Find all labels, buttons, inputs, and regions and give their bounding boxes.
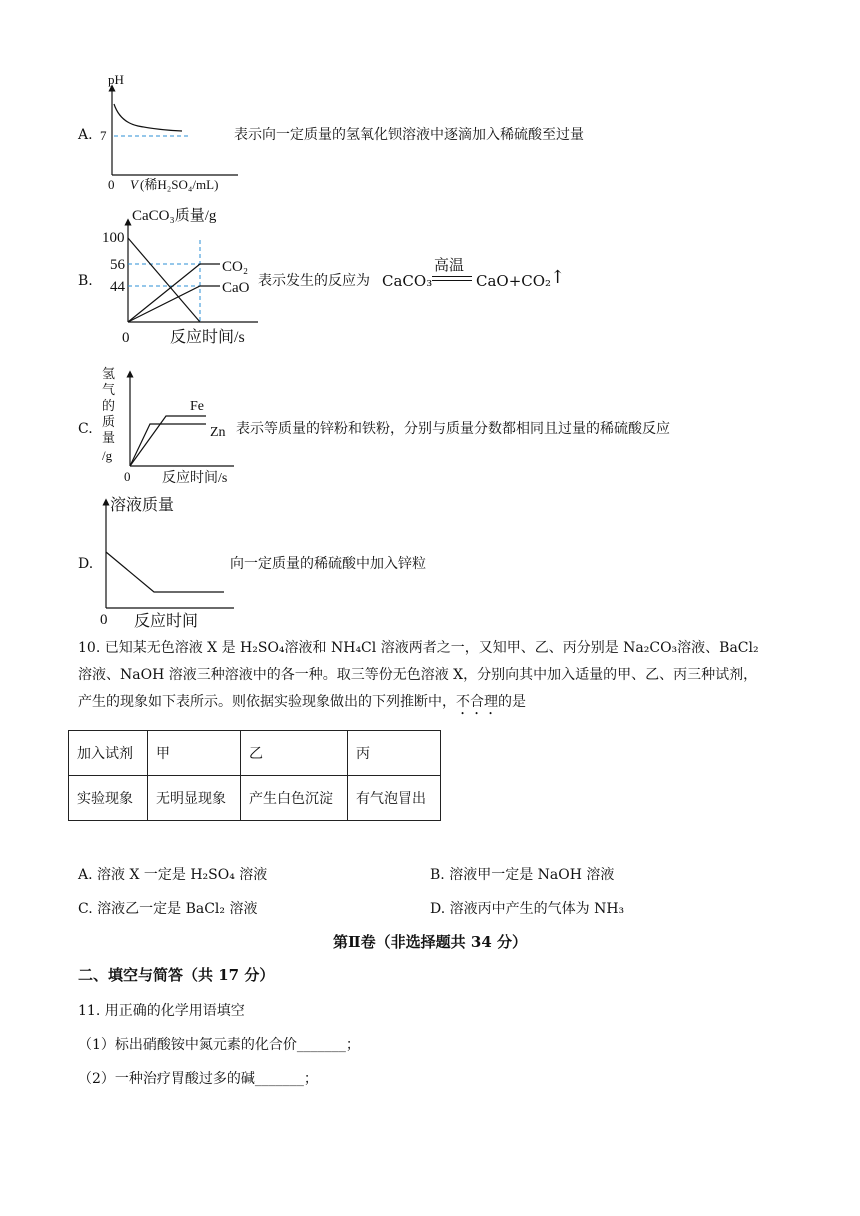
graph-d-ylabel: 溶液质量 <box>110 497 175 514</box>
graph-b-origin: 0 <box>122 330 130 346</box>
q11-stem: 11. 用正确的化学用语填空 <box>78 1003 245 1019</box>
observation-table <box>68 730 441 821</box>
table-row <box>69 776 441 821</box>
graph-c-series-zn: Zn <box>210 425 226 440</box>
q10-line-3-pre: 产生的现象如下表所示。则依据实验现象做出的下列推断中， <box>78 694 456 710</box>
option-a-desc: 表示向一定质量的氢氧化钡溶液中逐滴加入稀硫酸至过量 <box>234 127 584 143</box>
graph-a-ph <box>98 70 248 196</box>
table-cell: 实验现象 <box>69 776 148 821</box>
graph-c-ylabel-1: 氢 <box>102 366 116 381</box>
graph-a-ylabel: pH <box>108 72 124 87</box>
q10-option-a: A. 溶液 X 一定是 H₂SO₄ 溶液 <box>78 867 268 883</box>
option-d-desc: 向一定质量的稀硫酸中加入锌粒 <box>230 556 426 572</box>
table-cell: 加入试剂 <box>69 731 148 776</box>
q11-item-1: （1）标出硝酸铵中氮元素的化合价_______； <box>78 1037 360 1053</box>
part-title: 二、填空与简答（共 17 分） <box>78 966 275 984</box>
graph-c-ylabel-2: 气 <box>102 382 116 397</box>
graph-b-series-cao: CaO <box>222 280 250 296</box>
graph-b-ytick-44: 44 <box>110 279 125 295</box>
graph-a-curve <box>114 104 182 131</box>
option-b-desc <box>258 272 370 290</box>
reaction-equation <box>382 254 572 294</box>
q10-line-1: 10. 已知某无色溶液 X 是 H₂SO₄溶液和 NH₄Cl 溶液两者之一，又知甲、乙、丙分别是 Na₂CO₃溶液、BaCl₂ <box>78 640 759 656</box>
q10-stem <box>78 635 778 718</box>
graph-b-co2-line <box>128 264 220 322</box>
q10-option-c: C. 溶液乙一定是 BaCl₂ 溶液 <box>78 901 258 917</box>
section-title: 第Ⅱ卷（非选择题共 34 分） <box>333 933 527 951</box>
reaction-reactant: CaCO₃ <box>382 272 433 290</box>
q10-option-d: D. 溶液丙中产生的气体为 NH₃ <box>430 901 625 917</box>
graph-a-xlabel: (稀H₂SO₄/mL) <box>140 177 219 192</box>
option-a-letter: A. <box>78 127 93 143</box>
graph-b-caco3 <box>98 206 260 346</box>
q11-item-2: （2）一种治疗胃酸过多的碱_______； <box>78 1071 318 1087</box>
reaction-equals <box>432 276 472 281</box>
option-d-letter: D. <box>78 556 94 572</box>
table-cell: 有气泡冒出 <box>348 776 441 821</box>
graph-b-series-co2: CO₂ <box>222 259 249 275</box>
graph-c-ylabel-4: 质 <box>102 414 116 429</box>
q10-option-b: B. 溶液甲一定是 NaOH 溶液 <box>430 867 615 883</box>
graph-c-xlabel: 反应时间/s <box>162 471 228 486</box>
graph-b-xlabel: 反应时间/s <box>170 329 245 346</box>
graph-a-xlabel-v: V <box>130 177 138 192</box>
graph-c-zn-line <box>130 424 206 466</box>
graph-a-ytick-7: 7 <box>100 128 107 143</box>
reaction-condition: 高温 <box>434 256 465 274</box>
option-b-letter: B. <box>78 273 93 289</box>
table-cell: 甲 <box>148 731 241 776</box>
graph-c-hydrogen <box>98 364 238 488</box>
graph-b-ytick-56: 56 <box>110 257 125 273</box>
graph-b-ylabel: CaCO₃质量/g <box>132 208 217 224</box>
table-cell: 乙 <box>241 731 348 776</box>
option-b-desc-pre: 表示发生的反应为 <box>258 273 370 289</box>
table-row <box>69 731 441 776</box>
graph-d-origin: 0 <box>100 612 108 628</box>
reaction-products: CaO+CO₂ <box>476 272 552 290</box>
q10-line-3 <box>78 689 778 718</box>
graph-c-ylabel-6: /g <box>102 448 113 463</box>
graph-c-series-fe: Fe <box>190 399 204 414</box>
graph-d-solution <box>98 494 238 630</box>
option-c-letter: C. <box>78 421 93 437</box>
graph-c-ylabel-3: 的 <box>102 398 116 413</box>
q10-line-2: 溶液、NaOH 溶液三种溶液中的各一种。取三等份无色溶液 X，分别向其中加入适量的甲、乙、丙三种试剂， <box>78 667 758 683</box>
table-cell: 无明显现象 <box>148 776 241 821</box>
table-cell: 丙 <box>348 731 441 776</box>
graph-c-origin: 0 <box>124 469 131 484</box>
graph-c-ylabel-5: 量 <box>102 430 116 445</box>
gas-arrow: ↑ <box>550 267 566 288</box>
table-cell: 产生白色沉淀 <box>241 776 348 821</box>
q10-line-3-post: 的是 <box>498 694 526 710</box>
graph-b-ytick-100: 100 <box>102 230 125 246</box>
q10-emphasis: 不合理 <box>456 694 498 710</box>
graph-a-origin: 0 <box>108 177 115 192</box>
option-c-desc: 表示等质量的锌粉和铁粉，分别与质量分数都相同且过量的稀硫酸反应 <box>236 421 670 437</box>
graph-d-curve <box>106 552 224 592</box>
graph-d-xlabel: 反应时间 <box>134 613 199 630</box>
graph-b-caco3-line <box>128 238 200 322</box>
